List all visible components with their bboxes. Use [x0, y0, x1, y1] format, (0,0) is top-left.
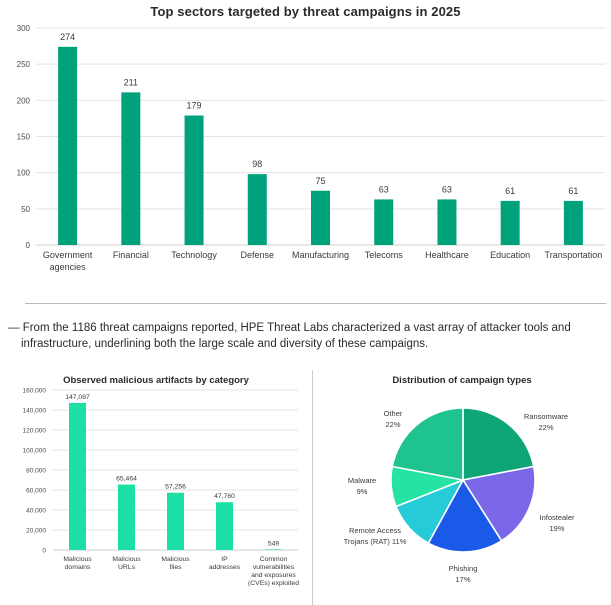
artifacts-chart-title: Observed malicious artifacts by category	[63, 375, 249, 386]
bar-value-label: 179	[186, 100, 202, 111]
pie-label: 17%	[455, 575, 471, 584]
top-sectors-bar-chart	[0, 22, 611, 300]
bar-7	[501, 201, 520, 245]
y-tick-label: 200	[16, 96, 30, 106]
bar-value-label: 63	[378, 184, 389, 195]
y-tick-label: 300	[16, 24, 30, 33]
campaign-types-panel	[313, 370, 611, 605]
bar-3	[248, 174, 267, 245]
bar-6	[437, 199, 456, 245]
pie-slice-5	[392, 408, 463, 480]
note-text: — From the 1186 threat campaigns reported, HPE Threat Labs characterized a vast array of attacker tools and infrastructure, underlining both the large scale and diversity of these campaigns.	[8, 322, 571, 351]
pie-label: 22%	[385, 420, 401, 429]
bar-4	[265, 549, 282, 550]
category-label: Education	[490, 250, 531, 260]
category-label: Healthcare	[425, 250, 469, 260]
y-tick-label: 40,000	[26, 507, 46, 515]
pie-label: Trojans (RAT) 11%	[343, 537, 407, 546]
category-label: Financial	[112, 250, 149, 260]
y-tick-label: 120,000	[22, 427, 46, 435]
pie-label: Malware	[347, 476, 377, 485]
bar-value-label: 47,760	[214, 493, 235, 501]
y-tick-label: 80,000	[26, 467, 46, 475]
malicious-artifacts-panel	[0, 370, 313, 605]
y-tick-label: 250	[16, 60, 30, 70]
category-label: Telecoms	[364, 250, 403, 260]
bar-value-label: 61	[568, 185, 579, 196]
category-label: Technology	[171, 250, 217, 260]
y-tick-label: 100	[16, 168, 30, 178]
pie-label: Ransomware	[523, 412, 569, 421]
y-tick-label: 0	[25, 241, 30, 250]
pie-label: 9%	[356, 487, 368, 496]
bar-value-label: 65,464	[116, 475, 137, 483]
artifacts-bar-chart	[0, 388, 312, 605]
category-label: (CVEs) exploited	[248, 580, 299, 587]
category-label: vulnerabilities	[252, 564, 295, 571]
bar-3	[216, 502, 233, 550]
bar-0	[58, 47, 77, 245]
pie-label: Infostealer	[539, 513, 575, 522]
y-tick-label: 0	[42, 547, 46, 555]
bar-1	[121, 92, 140, 245]
bar-value-label: 549	[267, 540, 280, 548]
campaign-pie-title: Distribution of campaign types	[392, 375, 532, 386]
bar-value-label: 98	[252, 159, 263, 170]
category-label: files	[169, 564, 182, 571]
category-label: Malicious	[161, 556, 190, 563]
pie-label: 22%	[538, 423, 554, 432]
bar-2	[185, 116, 204, 245]
category-label: Transportation	[544, 250, 603, 260]
campaign-types-pie-chart	[313, 388, 611, 605]
bar-value-label: 63	[441, 184, 452, 195]
bar-value-label: 61	[505, 185, 516, 196]
category-label: Common	[259, 556, 288, 563]
bar-2	[167, 493, 184, 550]
category-label: IP	[221, 556, 228, 563]
y-tick-label: 150	[16, 132, 30, 142]
pie-label: 19%	[549, 524, 565, 533]
category-label: addresses	[208, 564, 241, 571]
bar-value-label: 57,256	[165, 483, 186, 491]
category-label: Government	[42, 250, 93, 260]
y-tick-label: 50	[21, 204, 30, 214]
category-label: Defense	[240, 250, 275, 260]
pie-label: Phishing	[448, 564, 478, 573]
category-label: agencies	[49, 262, 86, 272]
bar-5	[374, 199, 393, 245]
category-label: Manufacturing	[291, 250, 350, 260]
y-tick-label: 160,000	[22, 388, 46, 395]
category-label: and exposures	[251, 572, 296, 579]
y-tick-label: 60,000	[26, 487, 46, 495]
y-tick-label: 140,000	[22, 407, 46, 415]
bar-1	[118, 485, 135, 550]
bar-4	[311, 191, 330, 245]
category-label: domains	[64, 564, 91, 571]
category-label: URLs	[118, 564, 135, 571]
y-tick-label: 20,000	[26, 527, 46, 535]
page-title: Top sectors targeted by threat campaigns in 2025	[150, 4, 461, 19]
bar-value-label: 75	[315, 175, 326, 186]
category-label: Malicious	[63, 556, 92, 563]
category-label: Malicious	[112, 556, 141, 563]
pie-label: Remote Access	[348, 526, 402, 535]
bar-value-label: 274	[60, 31, 76, 42]
bar-0	[69, 403, 86, 550]
y-tick-label: 100,000	[22, 447, 46, 455]
section-divider	[25, 303, 606, 304]
pie-label: Other	[383, 409, 403, 418]
bar-value-label: 211	[123, 77, 139, 88]
bar-8	[564, 201, 583, 245]
bar-value-label: 147,087	[65, 393, 90, 401]
